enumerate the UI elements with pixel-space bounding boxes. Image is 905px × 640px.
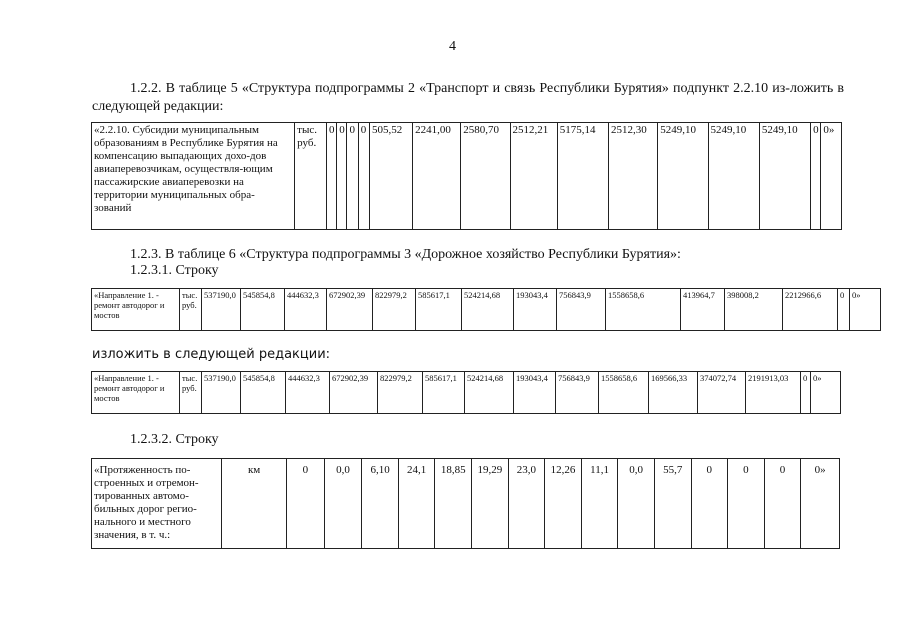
table-row: [92, 372, 841, 414]
value-cell: 444632,3: [286, 372, 330, 414]
value-cell: 5249,10: [759, 123, 810, 230]
value-cell: 2191913,03: [746, 372, 801, 414]
value-cell: 585617,1: [416, 289, 462, 331]
value-cell: 169566,33: [649, 372, 698, 414]
value-cell: 5249,10: [708, 123, 759, 230]
table-direction-1-new: [91, 371, 841, 414]
value-cell: 524214,68: [465, 372, 514, 414]
value-cell: 2580,70: [461, 123, 510, 230]
value-cell: 2512,30: [609, 123, 658, 230]
value-cell: 0: [838, 289, 850, 331]
value-cell: 0: [358, 123, 369, 230]
value-cell: 2212966,6: [783, 289, 838, 331]
value-cell: 0: [728, 459, 765, 549]
value-cell: 537190,0: [202, 372, 241, 414]
row-name-cell: «Направление 1. - ремонт автодорог и мостов: [92, 289, 180, 331]
unit-cell: км: [222, 459, 287, 549]
value-cell: 12,26: [545, 459, 582, 549]
value-cell: 0»: [850, 289, 881, 331]
value-cell: 0»: [801, 459, 840, 549]
value-cell: 545854,8: [241, 289, 285, 331]
value-cell: 537190,0: [202, 289, 241, 331]
value-cell: 505,52: [370, 123, 413, 230]
row-name-cell: «Направление 1. - ремонт автодорог и мостов: [92, 372, 180, 414]
value-cell: 5175,14: [557, 123, 608, 230]
value-cell: 24,1: [398, 459, 435, 549]
value-cell: 444632,3: [285, 289, 327, 331]
table-row: [92, 289, 881, 331]
value-cell: 0: [691, 459, 728, 549]
paragraph-new-edition: изложить в следующей редакции:: [92, 347, 331, 362]
value-cell: 413964,7: [681, 289, 725, 331]
value-cell: 1558658,6: [599, 372, 649, 414]
value-cell: 0: [287, 459, 325, 549]
value-cell: 55,7: [654, 459, 691, 549]
unit-cell: тыс. руб.: [180, 289, 202, 331]
value-cell: 756843,9: [556, 372, 599, 414]
value-cell: 524214,68: [462, 289, 514, 331]
value-cell: 2241,00: [413, 123, 461, 230]
table-row: [92, 123, 842, 230]
value-cell: 2512,21: [510, 123, 557, 230]
row-name-cell: «Протяженность по-строенных и отремон-тированных автомо-бильных дорог регио-нального и местного значения, в т. ч.:: [92, 459, 222, 549]
value-cell: 672902,39: [330, 372, 378, 414]
row-name-cell: «2.2.10. Субсидии муниципальным образованиям в Республике Бурятия на компенсацию выпадающих дохо-дов авиаперевозчикам, осуществля-ющим пассажирские авиаперевозки на территории муниципальных обра-зований: [92, 123, 295, 230]
value-cell: 18,85: [435, 459, 472, 549]
value-cell: 0: [801, 372, 811, 414]
value-cell: 398008,2: [725, 289, 783, 331]
value-cell: 822979,2: [378, 372, 423, 414]
value-cell: 5249,10: [658, 123, 708, 230]
value-cell: 0: [326, 123, 336, 230]
value-cell: 23,0: [508, 459, 545, 549]
value-cell: 0: [764, 459, 801, 549]
table-subprogram-2-item: [91, 122, 842, 230]
unit-cell: тыс. руб.: [180, 372, 202, 414]
value-cell: 193043,4: [514, 372, 556, 414]
value-cell: 1558658,6: [606, 289, 681, 331]
table-row: [92, 459, 840, 549]
value-cell: 0»: [811, 372, 841, 414]
value-cell: 585617,1: [423, 372, 465, 414]
value-cell: 672902,39: [327, 289, 373, 331]
value-cell: 822979,2: [373, 289, 416, 331]
value-cell: 0»: [821, 123, 842, 230]
page-number: 4: [449, 39, 456, 54]
value-cell: 193043,4: [514, 289, 557, 331]
value-cell: 0: [337, 123, 347, 230]
value-cell: 756843,9: [557, 289, 606, 331]
unit-cell: тыс. руб.: [295, 123, 327, 230]
value-cell: 6,10: [362, 459, 399, 549]
paragraph-1-2-3-1: 1.2.3.1. Строку: [130, 263, 219, 278]
paragraph-1-2-3-2: 1.2.3.2. Строку: [130, 432, 219, 447]
value-cell: 0: [347, 123, 358, 230]
value-cell: 0,0: [324, 459, 362, 549]
paragraph-1-2-2: 1.2.2. В таблице 5 «Структура подпрограммы 2 «Транспорт и связь Республики Бурятия» подпункт 2.2.10 из-ложить в следующей редакции:: [92, 81, 844, 114]
value-cell: 545854,8: [241, 372, 286, 414]
value-cell: 19,29: [472, 459, 509, 549]
table-direction-1-old: [91, 288, 881, 331]
value-cell: 11,1: [581, 459, 618, 549]
value-cell: 0: [811, 123, 821, 230]
table-road-length: [91, 458, 840, 549]
value-cell: 374072,74: [698, 372, 746, 414]
paragraph-1-2-3: 1.2.3. В таблице 6 «Структура подпрограммы 3 «Дорожное хозяйство Республики Бурятия»:: [130, 247, 681, 262]
value-cell: 0,0: [618, 459, 655, 549]
